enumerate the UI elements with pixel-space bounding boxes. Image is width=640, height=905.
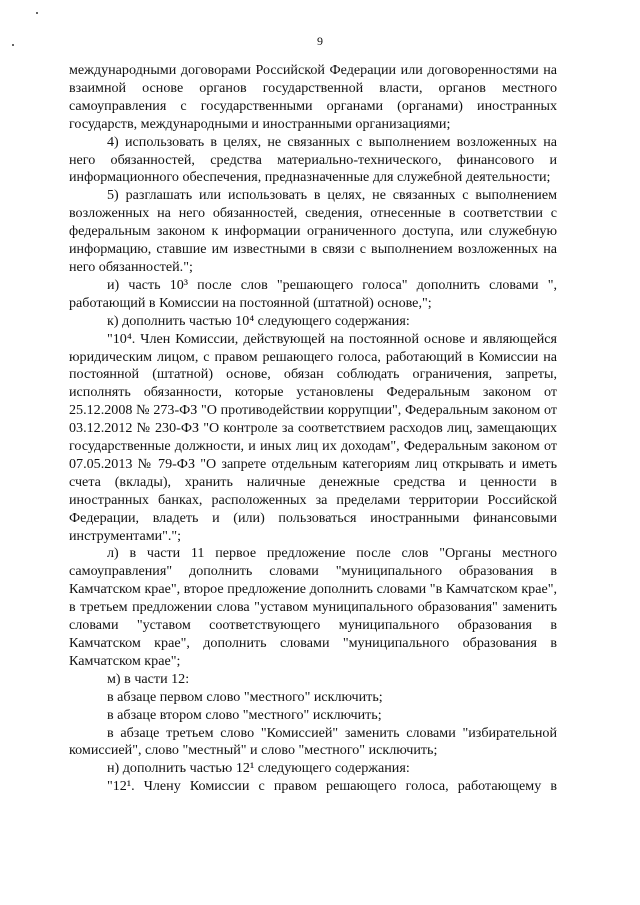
scan-speck — [12, 44, 14, 46]
paragraph-part-10-4: "10⁴. Член Комиссии, действующей на постоянной основе и являющейся юридическим лицом, с правом решающего голоса, работающий в Комиссии на постоянной (штатной) основе, обязан соблюдать ограничения, запреты, исполнять обязанности, которые установлены Федеральным законом от 25.12.2008 № 273-ФЗ "О противодействии коррупции", Федеральным законом от 03.12.2012 № 230-ФЗ "О контроле за соответствием расходов лиц, замещающих государственные должности, и иных лиц их доходам", Федеральным законом от 07.05.2013 № 79-ФЗ "О запрете отдельным категориям лиц открывать и иметь счета (вклады), хранить наличные денежные средства и ценности в иностранных банках, расположенных за пределами территории Российской Федерации, владеть и (или) пользоваться иностранными финансовыми инструментами"."; — [69, 330, 557, 544]
paragraph-item-k: к) дополнить частью 10⁴ следующего содержания: — [107, 312, 410, 329]
paragraph-intl-agreements: международными договорами Российской Федерации или договоренностями на взаимной основе органов государственной власти, органов местного самоуправления с государственными органами (органами) иностранных государств, международными и иностранными организациями; — [69, 62, 557, 132]
paragraph-item-5: 5) разглашать или использовать в целях, не связанных с выполнением возложенных на него обязанностей, сведения, отнесенные в соответствии с федеральным законом к информации ограниченного доступа, или служебную информацию, ставшие им известными в связи с выполнением возложенных на него обязанностей."; — [69, 187, 557, 275]
scan-speck — [36, 12, 38, 14]
paragraph-item-i: и) часть 10³ после слов "решающего голоса" дополнить словами ", работающий в Комиссии на постоянной (штатной) основе,"; — [69, 276, 557, 311]
paragraph-item-m: м) в части 12: — [107, 670, 190, 687]
document-body — [69, 62, 557, 796]
paragraph-item-n: н) дополнить частью 12¹ следующего содержания: — [107, 760, 410, 777]
paragraph-abzac-3: в абзаце третьем слово "Комиссией" заменить словами "избирательной комиссией", слово "местный" и слово "местного" исключить; — [69, 724, 557, 759]
paragraph-part-12-1: "12¹. Члену Комиссии с правом решающего голоса, работающему в — [107, 778, 557, 795]
paragraph-item-l: л) в части 11 первое предложение после слов "Органы местного самоуправления" дополнить словами "муниципального образования в Камчатском крае", второе предложение дополнить словами "в Камчатском крае", в третьем предложении слова "уставом муниципального образования" заменить словами "уставом соответствующего муниципального образования в Камчатском крае", дополнить словами "муниципального образования в Камчатском крае"; — [69, 545, 557, 669]
page-number: 9 — [317, 34, 323, 48]
paragraph-abzac-2: в абзаце втором слово "местного" исключить; — [107, 706, 382, 723]
paragraph-item-4: 4) использовать в целях, не связанных с выполнением возложенных на него обязанностей, средства материально-технического, финансового и информационного обеспечения, предназначенные для служебной деятельности; — [69, 133, 557, 186]
paragraph-abzac-1: в абзаце первом слово "местного" исключить; — [107, 688, 383, 705]
